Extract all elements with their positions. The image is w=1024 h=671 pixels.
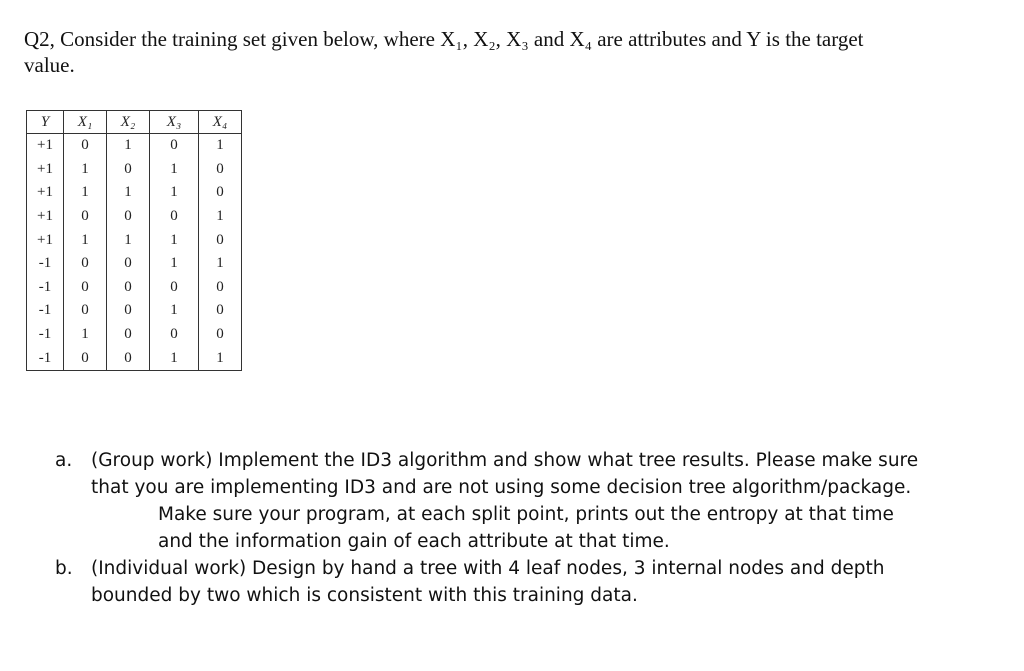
table-body — [27, 134, 242, 371]
cell-x1: 0 — [64, 346, 107, 370]
table-row — [27, 276, 242, 300]
cell-x2: 1 — [107, 134, 150, 158]
table-header-row — [27, 111, 242, 134]
cell-x2: 0 — [107, 252, 150, 276]
cell-x4: 0 — [199, 276, 242, 300]
cell-x3: 1 — [150, 181, 199, 205]
cell-x1: 0 — [64, 134, 107, 158]
cell-x4: 0 — [199, 228, 242, 252]
cell-x2: 0 — [107, 276, 150, 300]
cell-x2: 0 — [107, 158, 150, 182]
header-x2: X₂ — [107, 111, 150, 134]
cell-x4: 0 — [199, 323, 242, 347]
cell-x4: 0 — [199, 158, 242, 182]
cell-y: -1 — [27, 323, 64, 347]
cell-x2: 0 — [107, 205, 150, 229]
cell-y: +1 — [27, 228, 64, 252]
cell-x3: 1 — [150, 158, 199, 182]
table-row — [27, 323, 242, 347]
table-row — [27, 205, 242, 229]
cell-x1: 1 — [64, 323, 107, 347]
task-b — [50, 555, 930, 609]
cell-x1: 1 — [64, 228, 107, 252]
task-a-marker: a. — [55, 450, 73, 471]
table-row — [27, 158, 242, 182]
cell-x2: 1 — [107, 181, 150, 205]
table-row — [27, 346, 242, 370]
cell-x1: 0 — [64, 252, 107, 276]
cell-y: -1 — [27, 276, 64, 300]
table-row — [27, 252, 242, 276]
cell-x2: 0 — [107, 323, 150, 347]
table-row — [27, 134, 242, 158]
task-a — [50, 447, 930, 555]
cell-x1: 1 — [64, 181, 107, 205]
cell-x4: 0 — [199, 299, 242, 323]
cell-x1: 0 — [64, 205, 107, 229]
cell-x2: 1 — [107, 228, 150, 252]
cell-x3: 1 — [150, 252, 199, 276]
cell-x2: 0 — [107, 299, 150, 323]
cell-x3: 0 — [150, 276, 199, 300]
cell-x3: 0 — [150, 323, 199, 347]
training-set-table — [26, 110, 242, 371]
cell-y: +1 — [27, 134, 64, 158]
cell-x3: 1 — [150, 346, 199, 370]
cell-x3: 1 — [150, 299, 199, 323]
cell-x4: 1 — [199, 252, 242, 276]
cell-x1: 0 — [64, 299, 107, 323]
header-x1: X₁ — [64, 111, 107, 134]
task-a-text: (Group work) Implement the ID3 algorithm and show what tree results. Please make sure that you are implementing ID3 and are not using some decision tree algorithm/package. — [91, 450, 919, 498]
task-b-marker: b. — [55, 558, 73, 579]
cell-x1: 1 — [64, 158, 107, 182]
cell-y: +1 — [27, 205, 64, 229]
header-x4: X₄ — [199, 111, 242, 134]
cell-x3: 0 — [150, 134, 199, 158]
cell-x2: 0 — [107, 346, 150, 370]
task-a-note: Make sure your program, at each split point, prints out the entropy at that time and the information gain of each attribute at that time. — [158, 504, 894, 552]
header-y: Y — [27, 111, 64, 134]
table-row — [27, 299, 242, 323]
table-row — [27, 228, 242, 252]
cell-y: -1 — [27, 252, 64, 276]
cell-x4: 1 — [199, 205, 242, 229]
cell-x3: 1 — [150, 228, 199, 252]
cell-x4: 1 — [199, 346, 242, 370]
cell-x3: 0 — [150, 205, 199, 229]
table-row — [27, 181, 242, 205]
cell-y: -1 — [27, 299, 64, 323]
cell-x4: 1 — [199, 134, 242, 158]
cell-y: +1 — [27, 181, 64, 205]
cell-x1: 0 — [64, 276, 107, 300]
cell-x4: 0 — [199, 181, 242, 205]
cell-y: +1 — [27, 158, 64, 182]
task-b-text: (Individual work) Design by hand a tree with 4 leaf nodes, 3 internal nodes and depth bounded by two which is consistent with this training data. — [91, 558, 885, 606]
header-x3: X₃ — [150, 111, 199, 134]
question-text: Q2, Consider the training set given below, where X₁, X₂, X₃ and X₄ are attributes and Y is the target value. — [24, 27, 864, 77]
cell-y: -1 — [27, 346, 64, 370]
task-list — [50, 447, 930, 609]
